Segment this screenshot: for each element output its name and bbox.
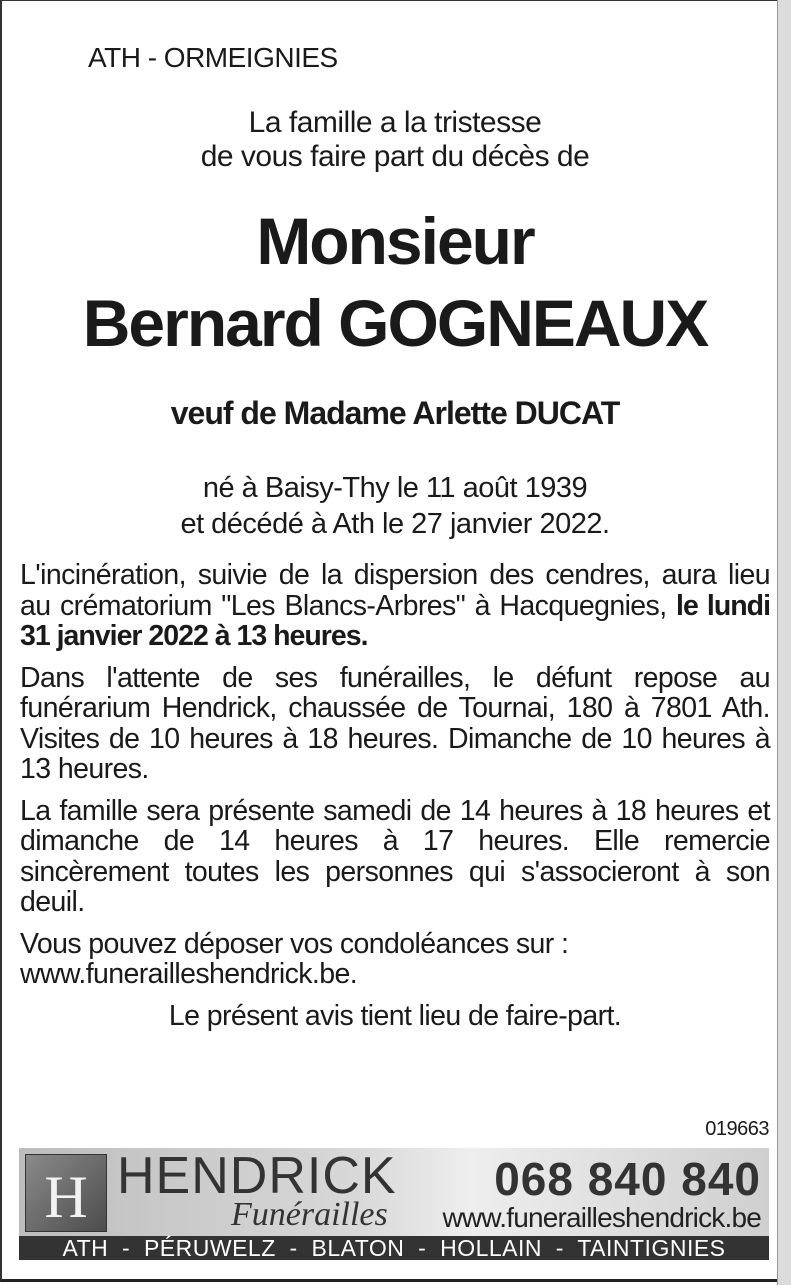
brand-name: HENDRICK (117, 1148, 397, 1205)
name-title: Monsieur (256, 204, 534, 278)
cremation-text: L'incinération, suivie de la dispersion des cendres, aura lieu au crématorium "Les Blancs-Arbres" à Hacquegnies, (20, 559, 770, 622)
page-edge-strip (777, 0, 791, 1285)
intro-line: La famille a la tristesse (248, 106, 542, 139)
funeral-home-banner (19, 1148, 769, 1260)
hendrick-logo (25, 1154, 107, 1232)
death-line: et décédé à Ath le 27 janvier 2022. (180, 508, 610, 540)
town-list: ATH - PÉRUWELZ - BLATON - HOLLAIN - TAINTIGNIES (19, 1236, 769, 1260)
condolences-paragraph: Vous pouvez déposer vos condoléances sur : www.funerailleshendrick.be. (20, 927, 569, 990)
brand-subtitle: Funérailles (231, 1196, 388, 1233)
name-full: Bernard GOGNEAUX (82, 286, 708, 360)
logo-letter: H (44, 1164, 88, 1230)
birth-line: né à Baisy-Thy le 11 août 1939 (202, 472, 588, 504)
reference-number: 019663 (705, 1118, 769, 1140)
intro-text (20, 106, 770, 174)
cremation-paragraph (20, 560, 770, 652)
location-heading: ATH - ORMEIGNIES (88, 42, 338, 73)
widow-line: veuf de Madame Arlette DUCAT (170, 395, 620, 431)
closing-line: Le présent avis tient lieu de faire-part. (168, 999, 622, 1032)
birth-death-info (20, 470, 770, 542)
cremation-date: le lundi 31 janvier 2022 à 13 heures. (20, 589, 770, 652)
website-url: www.funerailleshendrick.be (442, 1202, 761, 1233)
phone-number: 068 840 840 (494, 1153, 761, 1205)
intro-line: de vous faire part du décès de (200, 140, 590, 173)
family-paragraph: La famille sera présente samedi de 14 heures à 18 heures et dimanche de 14 heures à 17 heures. Elle remercie sincèrement toutes les personnes qui s'associeront à son deuil. (20, 794, 770, 918)
notice-body (20, 560, 770, 1042)
deceased-name (20, 200, 770, 364)
rest-paragraph: Dans l'attente de ses funérailles, le défunt repose au funérarium Hendrick, chaussée de Tournai, 180 à 7801 Ath. Visites de 10 heures à 18 heures. Dimanche de 10 heures à 13 heures. (20, 661, 770, 785)
